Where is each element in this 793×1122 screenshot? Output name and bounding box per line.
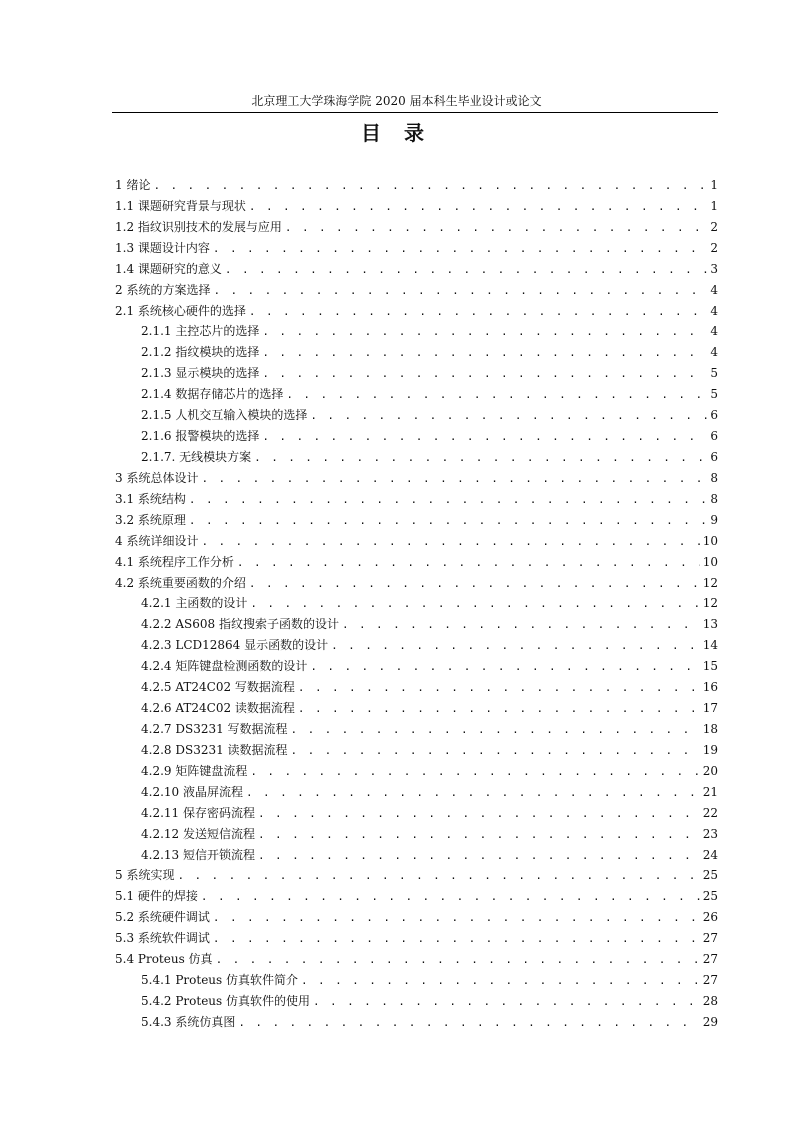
toc-entry-label: 5.4.1 Proteus 仿真软件简介 [141, 973, 299, 988]
toc-dot-leader [331, 636, 700, 657]
toc-dot-leader [177, 866, 699, 887]
toc-entry-page-number: 1 [710, 198, 718, 213]
toc-entry-page-number: 6 [710, 449, 718, 464]
toc-entry-label: 4.2.2 AS608 指纹搜索子函数的设计 [141, 617, 339, 632]
toc-entry-page-number: 25 [702, 889, 718, 904]
toc-entry-page-number: 4 [710, 303, 718, 318]
toc-entry[interactable] [115, 384, 718, 405]
toc-entry[interactable] [115, 907, 718, 928]
toc-entry-page-number: 2 [710, 219, 718, 234]
toc-entry[interactable] [115, 489, 718, 510]
toc-entry-label: 4.2.1 主函数的设计 [141, 596, 248, 611]
toc-dot-leader [313, 992, 700, 1013]
toc-entry-page-number: 4 [710, 282, 718, 297]
toc-entry-label: 1 绪论 [115, 178, 151, 192]
toc-entry[interactable] [115, 321, 718, 342]
toc-entry[interactable] [115, 677, 718, 698]
toc-entry[interactable] [115, 698, 718, 719]
toc-entry-label: 2.1 系统核心硬件的选择 [115, 303, 246, 318]
toc-dot-leader [201, 469, 707, 490]
toc-entry-label: 2.1.2 指纹模块的选择 [141, 345, 260, 360]
toc-entry-label: 5.4.2 Proteus 仿真软件的使用 [141, 993, 311, 1008]
toc-entry[interactable] [115, 928, 718, 949]
toc-dot-leader [225, 260, 707, 281]
toc-dot-leader [258, 804, 700, 825]
toc-entry-label: 4.2.4 矩阵键盘检测函数的设计 [141, 659, 308, 674]
toc-entry[interactable] [115, 719, 718, 740]
toc-entry-label: 4.2.8 DS3231 读数据流程 [141, 742, 288, 757]
toc-entry[interactable] [115, 761, 718, 782]
toc-entry-label: 1.2 指纹识别技术的发展与应用 [115, 219, 282, 234]
toc-entry[interactable] [115, 301, 718, 322]
toc-dot-leader [254, 448, 707, 469]
toc-dot-leader [262, 364, 707, 385]
toc-dot-leader [310, 406, 707, 427]
toc-entry-label: 2.1.7. 无线模块方案 [141, 449, 252, 464]
toc-entry[interactable] [115, 552, 718, 573]
toc-dot-leader [249, 302, 707, 323]
toc-dot-leader [291, 720, 700, 741]
toc-entry-page-number: 12 [702, 596, 718, 611]
toc-entry-page-number: 10 [702, 554, 718, 569]
toc-entry-page-number: 10 [702, 533, 718, 548]
toc-entry[interactable] [115, 782, 718, 803]
toc-entry-label: 1.3 课题设计内容 [115, 240, 210, 255]
toc-dot-leader [249, 574, 700, 595]
toc-entry-page-number: 14 [702, 638, 718, 653]
toc-dot-leader [285, 218, 707, 239]
toc-entry-page-number: 27 [702, 952, 718, 967]
toc-dot-leader [262, 322, 707, 343]
toc-entry-label: 4.1 系统程序工作分析 [115, 554, 234, 569]
toc-dot-leader [213, 908, 700, 929]
toc-dot-leader [301, 971, 700, 992]
toc-dot-leader [153, 176, 707, 197]
toc-entry-label: 2 系统的方案选择 [115, 282, 211, 297]
toc-entry[interactable] [115, 468, 718, 489]
toc-entry-page-number: 2 [710, 240, 718, 255]
toc-entry[interactable] [115, 405, 718, 426]
toc-dot-leader [310, 657, 699, 678]
toc-entry-page-number: 17 [702, 701, 718, 716]
toc-entry[interactable] [115, 426, 718, 447]
toc-entry-label: 2.1.4 数据存储芯片的选择 [141, 387, 284, 402]
toc-entry-label: 3 系统总体设计 [115, 470, 199, 485]
toc-dot-leader [291, 741, 700, 762]
toc-title: 目 录 [361, 121, 432, 145]
toc-entry-label: 5.4.3 系统仿真图 [141, 1014, 236, 1029]
toc-dot-leader [258, 825, 700, 846]
toc-entry-page-number: 5 [710, 366, 718, 381]
header-divider [112, 112, 718, 113]
toc-entry-label: 1.4 课题研究的意义 [115, 261, 222, 276]
toc-entry-label: 4.2.13 短信开锁流程 [141, 847, 255, 862]
toc-dot-leader [286, 385, 707, 406]
toc-entry-page-number: 29 [702, 1014, 718, 1029]
toc-dot-leader [189, 511, 707, 532]
toc-dot-leader [250, 594, 699, 615]
toc-entry[interactable] [115, 1012, 718, 1033]
toc-dot-leader [262, 427, 707, 448]
toc-dot-leader [213, 929, 700, 950]
toc-entry-page-number: 23 [702, 826, 718, 841]
toc-entry-label: 2.1.6 报警模块的选择 [141, 429, 260, 444]
toc-dot-leader [262, 343, 707, 364]
toc-dot-leader [298, 678, 700, 699]
toc-entry-page-number: 24 [702, 847, 718, 862]
toc-entry-label: 4.2.10 液晶屏流程 [141, 784, 243, 799]
toc-entry-label: 5.2 系统硬件调试 [115, 910, 210, 925]
toc-entry[interactable] [115, 196, 718, 217]
toc-entry[interactable] [115, 238, 718, 259]
toc-entry[interactable] [115, 740, 718, 761]
toc-entry-label: 4.2.12 发送短信流程 [141, 826, 255, 841]
toc-entry-label: 4.2.7 DS3231 写数据流程 [141, 721, 288, 736]
toc-entry-label: 1.1 课题研究背景与现状 [115, 198, 246, 213]
toc-entry-label: 3.1 系统结构 [115, 491, 186, 506]
toc-entry-label: 4.2.6 AT24C02 读数据流程 [141, 701, 295, 716]
toc-entry-page-number: 13 [702, 617, 718, 632]
toc-entry[interactable] [115, 510, 718, 531]
toc-entry[interactable] [115, 845, 718, 866]
toc-dot-leader [213, 239, 707, 260]
toc-entry-label: 3.2 系统原理 [115, 512, 186, 527]
toc-entry-label: 4.2.9 矩阵键盘流程 [141, 763, 248, 778]
toc-entry-page-number: 26 [702, 910, 718, 925]
toc-entry[interactable] [115, 280, 718, 301]
toc-entry-page-number: 18 [702, 721, 718, 736]
toc-entry-page-number: 20 [702, 763, 718, 778]
toc-entry[interactable] [115, 342, 718, 363]
toc-entry-page-number: 8 [710, 470, 718, 485]
toc-dot-leader [213, 281, 707, 302]
toc-entry-label: 5.4 Proteus 仿真 [115, 952, 213, 967]
toc-entry-page-number: 21 [702, 784, 718, 799]
toc-entry-label: 4.2.5 AT24C02 写数据流程 [141, 680, 295, 695]
toc-entry[interactable] [115, 865, 718, 886]
toc-entry[interactable] [115, 259, 718, 280]
toc-entry[interactable] [115, 593, 718, 614]
toc-dot-leader [342, 615, 700, 636]
toc-dot-leader [298, 699, 700, 720]
toc-dot-leader [189, 490, 707, 511]
toc-entry-page-number: 28 [702, 993, 718, 1008]
toc-entry-label: 5.3 系统软件调试 [115, 931, 210, 946]
toc-dot-leader [237, 553, 700, 574]
toc-entry[interactable] [115, 217, 718, 238]
toc-entry-page-number: 5 [710, 387, 718, 402]
toc-entry-page-number: 6 [710, 408, 718, 423]
toc-entry[interactable] [115, 949, 718, 970]
table-of-contents [115, 175, 718, 1033]
toc-entry-page-number: 6 [710, 429, 718, 444]
toc-dot-leader [249, 197, 707, 218]
toc-entry[interactable] [115, 991, 718, 1012]
toc-entry[interactable] [115, 614, 718, 635]
toc-entry-page-number: 19 [702, 742, 718, 757]
toc-entry[interactable] [115, 573, 718, 594]
toc-dot-leader [201, 887, 700, 908]
toc-entry[interactable] [115, 175, 718, 196]
toc-entry-label: 2.1.1 主控芯片的选择 [141, 324, 260, 339]
toc-entry-page-number: 25 [702, 868, 718, 883]
toc-entry[interactable] [115, 531, 718, 552]
toc-dot-leader [238, 1013, 699, 1034]
toc-entry[interactable] [115, 447, 718, 468]
page-header: 北京理工大学珠海学院 2020 届本科生毕业设计或论文 [251, 94, 542, 108]
toc-entry[interactable] [115, 824, 718, 845]
toc-entry-label: 4 系统详细设计 [115, 533, 199, 548]
toc-entry-page-number: 8 [710, 491, 718, 506]
toc-entry-label: 4.2.11 保存密码流程 [141, 805, 255, 820]
toc-dot-leader [216, 950, 700, 971]
toc-entry-page-number: 22 [702, 805, 718, 820]
toc-entry-page-number: 4 [710, 345, 718, 360]
toc-entry-page-number: 4 [710, 324, 718, 339]
toc-entry-label: 2.1.3 显示模块的选择 [141, 366, 260, 381]
toc-entry[interactable] [115, 803, 718, 824]
toc-entry-page-number: 9 [710, 512, 718, 527]
toc-dot-leader [201, 532, 699, 553]
toc-dot-leader [258, 846, 700, 867]
toc-entry-page-number: 27 [702, 973, 718, 988]
toc-entry-label: 5.1 硬件的焊接 [115, 889, 198, 904]
toc-entry-page-number: 27 [702, 931, 718, 946]
toc-entry-label: 2.1.5 人机交互输入模块的选择 [141, 408, 308, 423]
toc-entry[interactable] [115, 656, 718, 677]
toc-entry-label: 4.2 系统重要函数的介绍 [115, 575, 246, 590]
toc-entry-page-number: 12 [702, 575, 718, 590]
toc-entry-label: 5 系统实现 [115, 868, 175, 883]
toc-entry-page-number: 3 [710, 261, 718, 276]
toc-entry[interactable] [115, 635, 718, 656]
toc-entry[interactable] [115, 886, 718, 907]
toc-entry[interactable] [115, 970, 718, 991]
toc-entry[interactable] [115, 363, 718, 384]
toc-dot-leader [250, 762, 699, 783]
toc-entry-page-number: 1 [710, 178, 718, 192]
toc-dot-leader [246, 783, 700, 804]
toc-entry-label: 4.2.3 LCD12864 显示函数的设计 [141, 638, 329, 653]
toc-entry-page-number: 16 [702, 680, 718, 695]
toc-entry-page-number: 15 [702, 659, 718, 674]
